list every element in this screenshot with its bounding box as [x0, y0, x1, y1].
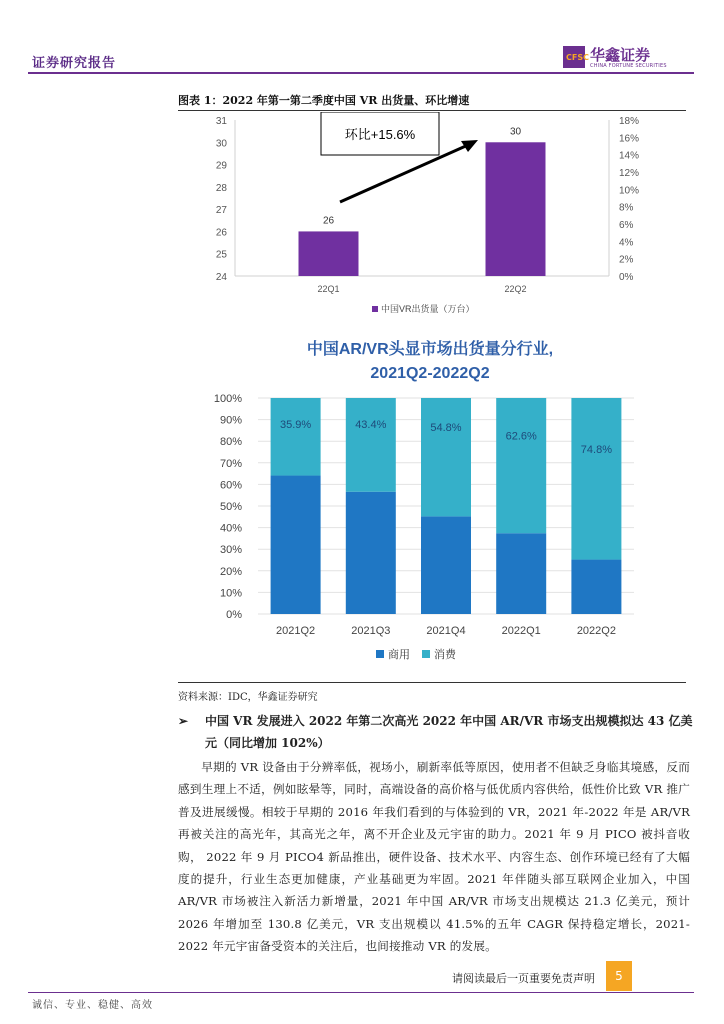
disclaimer-note: 请阅读最后一页重要免责声明 [452, 972, 595, 985]
logo-text: 华鑫证券 [590, 46, 651, 64]
footer-divider [28, 992, 694, 993]
chart2-y-tick: 20% [219, 565, 242, 578]
chart1-y2-tick: 2% [619, 254, 634, 266]
chart1-y-tick: 30 [215, 138, 227, 150]
chart2-y-tick: 70% [219, 457, 242, 470]
chart1-x-tick: 22Q2 [504, 284, 527, 294]
chart2-y-tick: 90% [219, 414, 242, 427]
chart2-legend [376, 647, 457, 661]
chart2-data-label: 35.9% [279, 419, 312, 431]
growth-annotation: 环比+15.6% [344, 127, 416, 142]
chart1-y2-tick: 4% [619, 237, 634, 249]
chart2-bar-segment [346, 398, 396, 492]
chart2-bar-segment [496, 533, 546, 614]
report-type-label: 证券研究报告 [32, 56, 117, 71]
source-divider [178, 682, 686, 683]
chart2-data-label: 54.8% [430, 422, 462, 435]
chart2-bar-segment [571, 398, 621, 560]
chart1-y2-tick: 8% [619, 202, 634, 214]
chart1-data-label: 30 [509, 126, 522, 138]
chart1-y2-tick: 14% [619, 150, 640, 162]
chart2-x-tick: 2021Q3 [351, 625, 391, 637]
chart2-x-tick: 2022Q1 [501, 625, 541, 637]
chart1-y-tick: 31 [215, 116, 227, 127]
chart1-y2-tick: 16% [619, 133, 640, 145]
chart2-subtitle: 2021Q2-2022Q2 [370, 365, 490, 382]
legend-swatch [372, 306, 378, 312]
figure-title-divider [178, 110, 686, 111]
legend-swatch-consumer [422, 650, 430, 658]
chart2-data-label: 43.4% [355, 419, 387, 431]
chart2-y-tick: 0% [226, 609, 242, 621]
chart1-x-tick: 22Q1 [317, 284, 340, 294]
chart2-y-tick: 50% [219, 501, 242, 513]
chart2-y-tick: 60% [219, 479, 242, 492]
chart2-title: 中国AR/VR头显市场出货量分行业, [306, 341, 554, 358]
chart2-data-label: 62.6% [505, 430, 537, 443]
legend-label-commercial: 商用 [388, 649, 410, 661]
chart1-legend [372, 303, 475, 314]
chart2-x-tick: 2021Q4 [426, 625, 466, 637]
legend-label: 中国VR出货量（万台） [381, 304, 475, 314]
chart1-data-label: 26 [322, 215, 335, 227]
legend-label-consumer: 消费 [434, 649, 456, 661]
chart1-y-tick: 25 [215, 249, 227, 261]
chart2-y-tick: 100% [213, 393, 242, 405]
ar-vr-segment-chart [200, 330, 660, 675]
chart1-y2-tick: 10% [619, 185, 640, 197]
legend-swatch-commercial [376, 650, 384, 658]
chart2-y-tick: 40% [219, 522, 242, 535]
chart1-y2-tick: 12% [619, 168, 640, 179]
body-paragraph: 早期的 VR 设备由于分辨率低，视场小，刷新率低等原因，使用者不但缺乏身临其境感，反而感到生理上不适，例如眩晕等，同时，高端设备的高价格与低优质内容供给，低性价比致 VR 推广普及进展缓慢。相较于早期的 2016 年我们看到的与体验到的 VR，2021 年-2022 年是 AR/VR 再被关注的高光年，其高光之年，离不开企业及元宇宙的助力。2021 年 9 月 PICO 被抖音收购， 2022 年 9 月 PICO4 新品推出，硬件设备、技术水平、内容生态、创作环境已经有了大幅度的提升，行业生态更加健康，产业基础更为牢固。2021 年伴随头部互联网企业加入，中国 AR/VR 市场被注入新活力新增量，2021 年中国 AR/VR 市场支出规模达 21.3 亿美元，预计 2026 年增加至 130.8 亿美元，VR 支出规模以 41.5%的五年 CAGR 保持稳定增长，2021-2022 年元宇宙备受资本的关注后，也间接推动 VR 的发展。 [178, 760, 690, 954]
chart2-bar-segment [496, 398, 546, 533]
chart2-y-tick: 10% [219, 587, 242, 600]
source-note: 资料来源：IDC，华鑫证券研究 [178, 692, 318, 703]
chart2-bar-segment [571, 560, 621, 614]
chart2-x-tick: 2022Q2 [576, 625, 616, 637]
footer-motto: 诚信、专业、稳健、高效 [32, 1000, 153, 1011]
chart2-bar-segment [271, 398, 321, 476]
chart2-bar-segment [421, 516, 471, 614]
chart2-bar-segment [346, 492, 396, 614]
chart1-bar [299, 231, 359, 276]
bullet-arrow-icon: ➢ [178, 714, 189, 728]
chart2-y-tick: 80% [219, 436, 242, 449]
chart1-y-tick: 27 [215, 205, 227, 217]
chart2-x-tick: 2021Q2 [276, 625, 316, 637]
chart2-bar-segment [271, 476, 321, 614]
company-logo [563, 46, 693, 72]
section-heading-text: 中国 VR 发展进入 2022 年第二次高光 2022 年中国 AR/VR 市场支出规模拟达 43 亿美元（同比增加 102%） [205, 714, 693, 750]
chart1-y2-tick: 6% [619, 220, 634, 231]
vr-shipment-chart [178, 112, 688, 322]
logo-subtext: CHINA FORTUNE SECURITIES [590, 63, 667, 69]
header-divider [28, 72, 694, 74]
chart2-bar-segment [421, 398, 471, 516]
chart1-y2-tick: 18% [619, 116, 640, 127]
chart1-y-tick: 26 [215, 227, 227, 239]
chart2-y-tick: 30% [219, 544, 242, 557]
figure-title: 图表 1：2022 年第一第二季度中国 VR 出货量、环比增速 [178, 94, 470, 107]
chart2-data-label: 74.8% [580, 443, 613, 456]
chart1-y-tick: 24 [215, 272, 227, 283]
chart1-y2-tick: 0% [619, 272, 634, 283]
logo-mark-icon: CFSC [563, 46, 585, 68]
page-number: 5 [606, 961, 632, 991]
chart1-bar [486, 142, 546, 276]
chart1-y-tick: 29 [215, 160, 227, 172]
chart1-y-tick: 28 [215, 182, 227, 194]
section-heading [178, 710, 693, 754]
